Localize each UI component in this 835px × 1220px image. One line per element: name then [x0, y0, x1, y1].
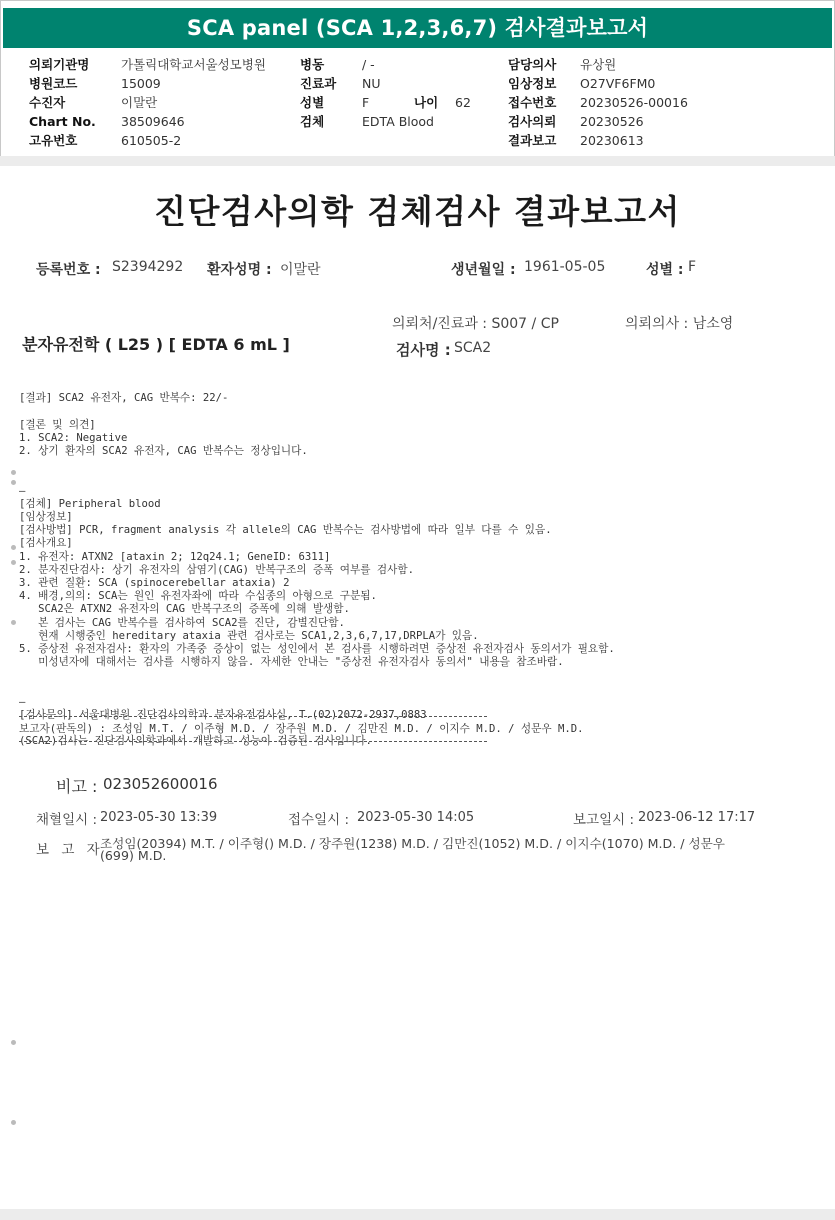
- body-line: 4. 배경,의의: SCA는 원인 유전자좌에 따라 수십종의 아형으로 구분됨.: [19, 590, 377, 603]
- specimen-label: 검체: [300, 114, 325, 129]
- hospital-code-row: [29, 74, 266, 93]
- body-line: [19, 471, 615, 484]
- scan-speck: [11, 620, 16, 625]
- sex-value: F: [362, 95, 370, 110]
- body-line: 1. SCA2: Negative: [19, 431, 128, 444]
- body-line: 2. 분자진단검사: 상기 유전자의 삼염기(CAG) 반복구조의 증폭 여부를 검사함.: [19, 563, 414, 576]
- body-line: (SCA2)검사는 진단검사의학과에서 개발하고 성능이 검증된 검사입니다.: [19, 735, 372, 748]
- body-line: [결론 및 의견]: [19, 418, 96, 431]
- request-value: 20230526: [580, 114, 644, 129]
- dept-row: [300, 74, 471, 93]
- body-line: [결과] SCA2 유전자, CAG 반복수: 22/-: [19, 392, 229, 405]
- sex-value-report: F: [688, 259, 697, 275]
- body-line: [19, 683, 615, 696]
- scan-speck: [11, 480, 16, 485]
- body-line: 5. 증상전 유전자검사: 환자의 가족중 증상이 없는 성인에서 본 검사를 시행하려면 증상전 유전자검사 동의서가 필요함.: [19, 643, 615, 656]
- unique-row: [29, 131, 266, 150]
- name-label: 환자성명 :: [207, 262, 272, 278]
- chart-row: [29, 112, 266, 131]
- body-line: [검체] Peripheral blood: [19, 497, 161, 510]
- patient-value: 이말란: [121, 95, 158, 110]
- age-value: 62: [455, 95, 471, 110]
- receipt-value: 20230526-00016: [580, 95, 688, 110]
- body-line: SCA2은 ATXN2 유전자의 CAG 반복구조의 증폭에 의해 발생함.: [19, 603, 350, 616]
- body-line: 2. 상기 환자의 SCA2 유전자, CAG 반복수는 정상입니다.: [19, 445, 308, 458]
- dept-line: 의뢰처/진료과 : S007 / CP: [392, 316, 559, 332]
- header-info-col2: [300, 55, 471, 131]
- age-label: 나이: [414, 95, 439, 110]
- body-line: —: [19, 695, 26, 708]
- report-title: 진단검사의학 검체검사 결과보고서: [154, 192, 681, 231]
- divider: [19, 716, 487, 717]
- institution-row: [29, 55, 266, 74]
- hospital-code-label: 병원코드: [29, 76, 78, 91]
- doctor-row: [508, 55, 688, 74]
- note-value: 023052600016: [103, 775, 218, 793]
- report-date-row: [508, 131, 688, 150]
- reporter-label: 보 고 자: [36, 842, 104, 858]
- note-label: 비고 :: [56, 777, 98, 796]
- bottom-separator: [0, 1209, 835, 1220]
- body-line: [19, 669, 615, 682]
- doctor-line: 의뢰의사 : 남소영: [625, 316, 734, 332]
- receive-label: 접수일시 :: [288, 812, 350, 828]
- reporter-value-line1: 조성임(20394) M.T. / 이주형() M.D. / 장주원(1238) M.D. / 김만진(1052) M.D. / 이지수(1070) M.D. / 성문우: [100, 836, 725, 851]
- body-line: [임상정보]: [19, 511, 73, 524]
- body-line: 미성년자에 대해서는 검사를 시행하지 않음. 자세한 안내는 "증상전 유전자검사 동의서" 내용을 참조바람.: [19, 656, 564, 669]
- name-value: 이말란: [280, 262, 321, 278]
- scan-speck: [11, 1040, 16, 1045]
- report-time-value: 2023-06-12 17:17: [638, 810, 756, 825]
- reporter-value-line2: (699) M.D.: [100, 848, 167, 863]
- doctor-label: 담당의사: [508, 57, 557, 72]
- chart-label: Chart No.: [29, 114, 96, 129]
- specimen-value: EDTA Blood: [362, 114, 434, 129]
- patient-label: 수진자: [29, 95, 66, 110]
- ward-label: 병동: [300, 57, 325, 72]
- body-line: 3. 관련 질환: SCA (spinocerebellar ataxia) 2: [19, 577, 290, 590]
- receive-value: 2023-05-30 14:05: [357, 810, 475, 825]
- hospital-code-value: 15009: [121, 76, 161, 91]
- sex-age-row: [300, 93, 471, 112]
- body-line: [검사방법] PCR, fragment analysis 각 allele의 CAG 반복수는 검사방법에 따라 일부 다를 수 있음.: [19, 524, 552, 537]
- body-line: [19, 458, 615, 471]
- test-label: 검사명 :: [396, 341, 451, 359]
- institution-value: 가톨릭대학교서울성모병원: [121, 57, 266, 72]
- header-info: [29, 55, 266, 150]
- unique-label: 고유번호: [29, 133, 78, 148]
- dept-value: NU: [362, 76, 381, 91]
- institution-label: 의뢰기관명: [29, 57, 90, 72]
- request-label: 검사의뢰: [508, 114, 557, 129]
- clinical-value: O27VF6FM0: [580, 76, 656, 91]
- ward-value: / -: [362, 57, 375, 72]
- sex-label: 성별: [300, 95, 325, 110]
- doctor-value: 유상원: [580, 57, 617, 72]
- dob-value: 1961-05-05: [524, 259, 606, 275]
- body-line: [검사문의] 서울대병원 진단검사의학과 분자유전검사실, T.(02)2072-2937,0883: [19, 709, 427, 722]
- body-line: 1. 유전자: ATXN2 [ataxin 2; 12q24.1; GeneID: 6311]: [19, 550, 331, 563]
- report-banner: SCA panel (SCA 1,2,3,6,7) 검사결과보고서: [3, 8, 832, 48]
- receipt-row: [508, 93, 688, 112]
- section-separator: [0, 156, 835, 166]
- scan-speck: [11, 470, 16, 475]
- chart-value: 38509646: [121, 114, 185, 129]
- body-line: —: [19, 484, 26, 497]
- dob-label: 생년월일 :: [451, 262, 516, 278]
- sex-label-report: 성별 :: [646, 262, 684, 278]
- section-heading: 분자유전학 ( L25 ) [ EDTA 6 mL ]: [22, 335, 290, 354]
- clinical-row: [508, 74, 688, 93]
- report-time-label: 보고일시 :: [573, 812, 635, 828]
- body-line: [검사개요]: [19, 537, 73, 550]
- report-date-label: 결과보고: [508, 133, 557, 148]
- patient-row: [29, 93, 266, 112]
- ward-row: [300, 55, 471, 74]
- reg-label: 등록번호 :: [36, 262, 101, 278]
- test-value: SCA2: [454, 340, 492, 356]
- unique-value: 610505-2: [121, 133, 182, 148]
- specimen-row: [300, 112, 471, 131]
- reg-value: S2394292: [112, 259, 184, 275]
- scan-speck: [11, 545, 16, 550]
- scan-speck: [11, 1120, 16, 1125]
- body-line: 현재 시행중인 hereditary ataxia 관련 검사로는 SCA1,2,3,6,7,17,DRPLA가 있음.: [19, 629, 479, 642]
- scan-speck: [11, 560, 16, 565]
- reporters-line: 보고자(판독의) : 조성임 M.T. / 이주형 M.D. / 장주원 M.D. / 김만진 M.D. / 이지수 M.D. / 성문우 M.D.: [19, 723, 584, 735]
- clinical-label: 임상정보: [508, 76, 557, 91]
- collect-value: 2023-05-30 13:39: [100, 810, 218, 825]
- body-line: [19, 405, 615, 418]
- body-line: 본 검사는 CAG 반복수를 검사하여 SCA2를 진단, 감별진단함.: [19, 616, 345, 629]
- collect-label: 채혈일시 :: [36, 812, 98, 828]
- header-info-col3: [508, 55, 688, 150]
- report-body: [19, 379, 615, 762]
- dept-label: 진료과: [300, 76, 337, 91]
- request-row: [508, 112, 688, 131]
- report-date-value: 20230613: [580, 133, 644, 148]
- divider: [19, 741, 487, 742]
- receipt-label: 접수번호: [508, 95, 557, 110]
